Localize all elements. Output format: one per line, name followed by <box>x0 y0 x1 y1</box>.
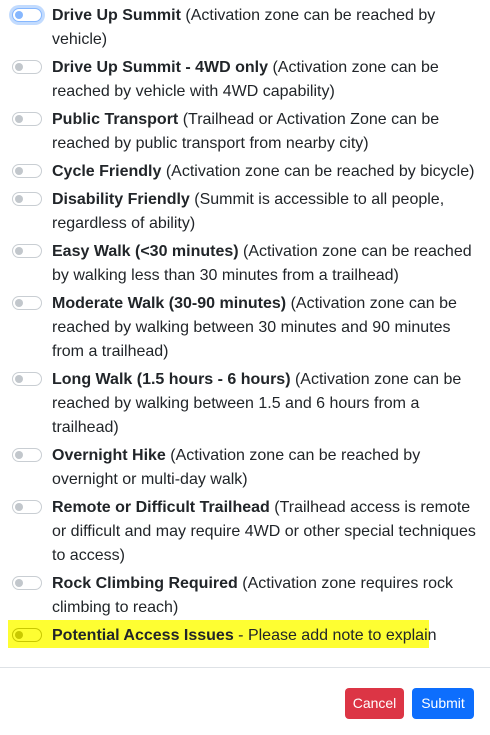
option-description: (Activation zone can be reached by walking between 1.5 and 6 hours from a trailhead) <box>52 371 462 436</box>
potential-access-issues-toggle[interactable] <box>12 628 42 642</box>
option-text <box>52 572 484 620</box>
option-text <box>52 188 484 236</box>
option-text <box>52 444 484 492</box>
option-label: Cycle Friendly <box>52 163 162 180</box>
easy-walk-toggle[interactable] <box>12 244 42 258</box>
public-transport-toggle[interactable] <box>12 112 42 126</box>
option-label: Disability Friendly <box>52 191 190 208</box>
option-label: Remote or Difficult Trailhead <box>52 499 270 516</box>
option-label: Drive Up Summit <box>52 7 181 24</box>
option-description: (Trailhead access is remote or difficult and may require 4WD or other special techniques to access) <box>52 499 476 564</box>
toggle-knob <box>15 375 23 383</box>
option-description: (Summit is accessible to all people, regardless of ability) <box>52 191 445 232</box>
drive-up-summit-toggle[interactable] <box>12 8 42 22</box>
toggle-knob <box>15 299 23 307</box>
toggle-knob <box>15 451 23 459</box>
toggle-knob <box>15 63 23 71</box>
toggle-knob <box>15 631 23 639</box>
option-text <box>52 624 484 648</box>
option-label: Public Transport <box>52 111 179 128</box>
option-text <box>52 292 484 364</box>
option-label: Rock Climbing Required <box>52 575 238 592</box>
toggle-knob <box>15 579 23 587</box>
cycle-friendly-toggle[interactable] <box>12 164 42 178</box>
option-description: (Activation zone can be reached by overnight or multi-day walk) <box>52 447 421 488</box>
footer-divider <box>0 667 490 668</box>
toggle-knob <box>15 115 23 123</box>
option-description: (Activation zone can be reached by bicycle) <box>161 163 475 180</box>
toggle-knob <box>15 167 23 175</box>
option-description: (Trailhead or Activation Zone can be reached by public transport from nearby city) <box>52 111 440 152</box>
moderate-walk-toggle[interactable] <box>12 296 42 310</box>
option-description: (Activation zone requires rock climbing to reach) <box>52 575 453 616</box>
option-label: Long Walk (1.5 hours - 6 hours) <box>52 371 291 388</box>
option-label: Potential Access Issues <box>52 627 234 644</box>
option-label: Drive Up Summit - 4WD only <box>52 59 269 76</box>
option-text <box>52 368 484 440</box>
disability-friendly-toggle[interactable] <box>12 192 42 206</box>
option-text <box>52 496 484 568</box>
toggle-knob <box>15 503 23 511</box>
option-description: - Please add note to explain <box>233 627 437 644</box>
option-label: Moderate Walk (30-90 minutes) <box>52 295 287 312</box>
option-description: (Activation zone can be reached by walking between 30 minutes and 90 minutes from a trailhead) <box>52 295 457 360</box>
remote-trailhead-toggle[interactable] <box>12 500 42 514</box>
option-description: (Activation zone can be reached by vehicle with 4WD capability) <box>52 59 439 100</box>
option-label: Easy Walk (<30 minutes) <box>52 243 239 260</box>
submit-button[interactable]: Submit <box>412 688 474 719</box>
option-text <box>52 56 484 104</box>
option-text <box>52 108 484 156</box>
option-text <box>52 160 484 184</box>
cancel-button[interactable]: Cancel <box>345 688 404 719</box>
long-walk-toggle[interactable] <box>12 372 42 386</box>
option-description: (Activation zone can be reached by walking less than 30 minutes from a trailhead) <box>52 243 472 284</box>
drive-up-summit-4wd-toggle[interactable] <box>12 60 42 74</box>
option-description: (Activation zone can be reached by vehicle) <box>52 7 436 48</box>
option-label: Overnight Hike <box>52 447 166 464</box>
option-text <box>52 240 484 288</box>
option-text <box>52 4 484 52</box>
overnight-hike-toggle[interactable] <box>12 448 42 462</box>
toggle-knob <box>15 11 23 19</box>
rock-climbing-toggle[interactable] <box>12 576 42 590</box>
toggle-knob <box>15 195 23 203</box>
toggle-knob <box>15 247 23 255</box>
